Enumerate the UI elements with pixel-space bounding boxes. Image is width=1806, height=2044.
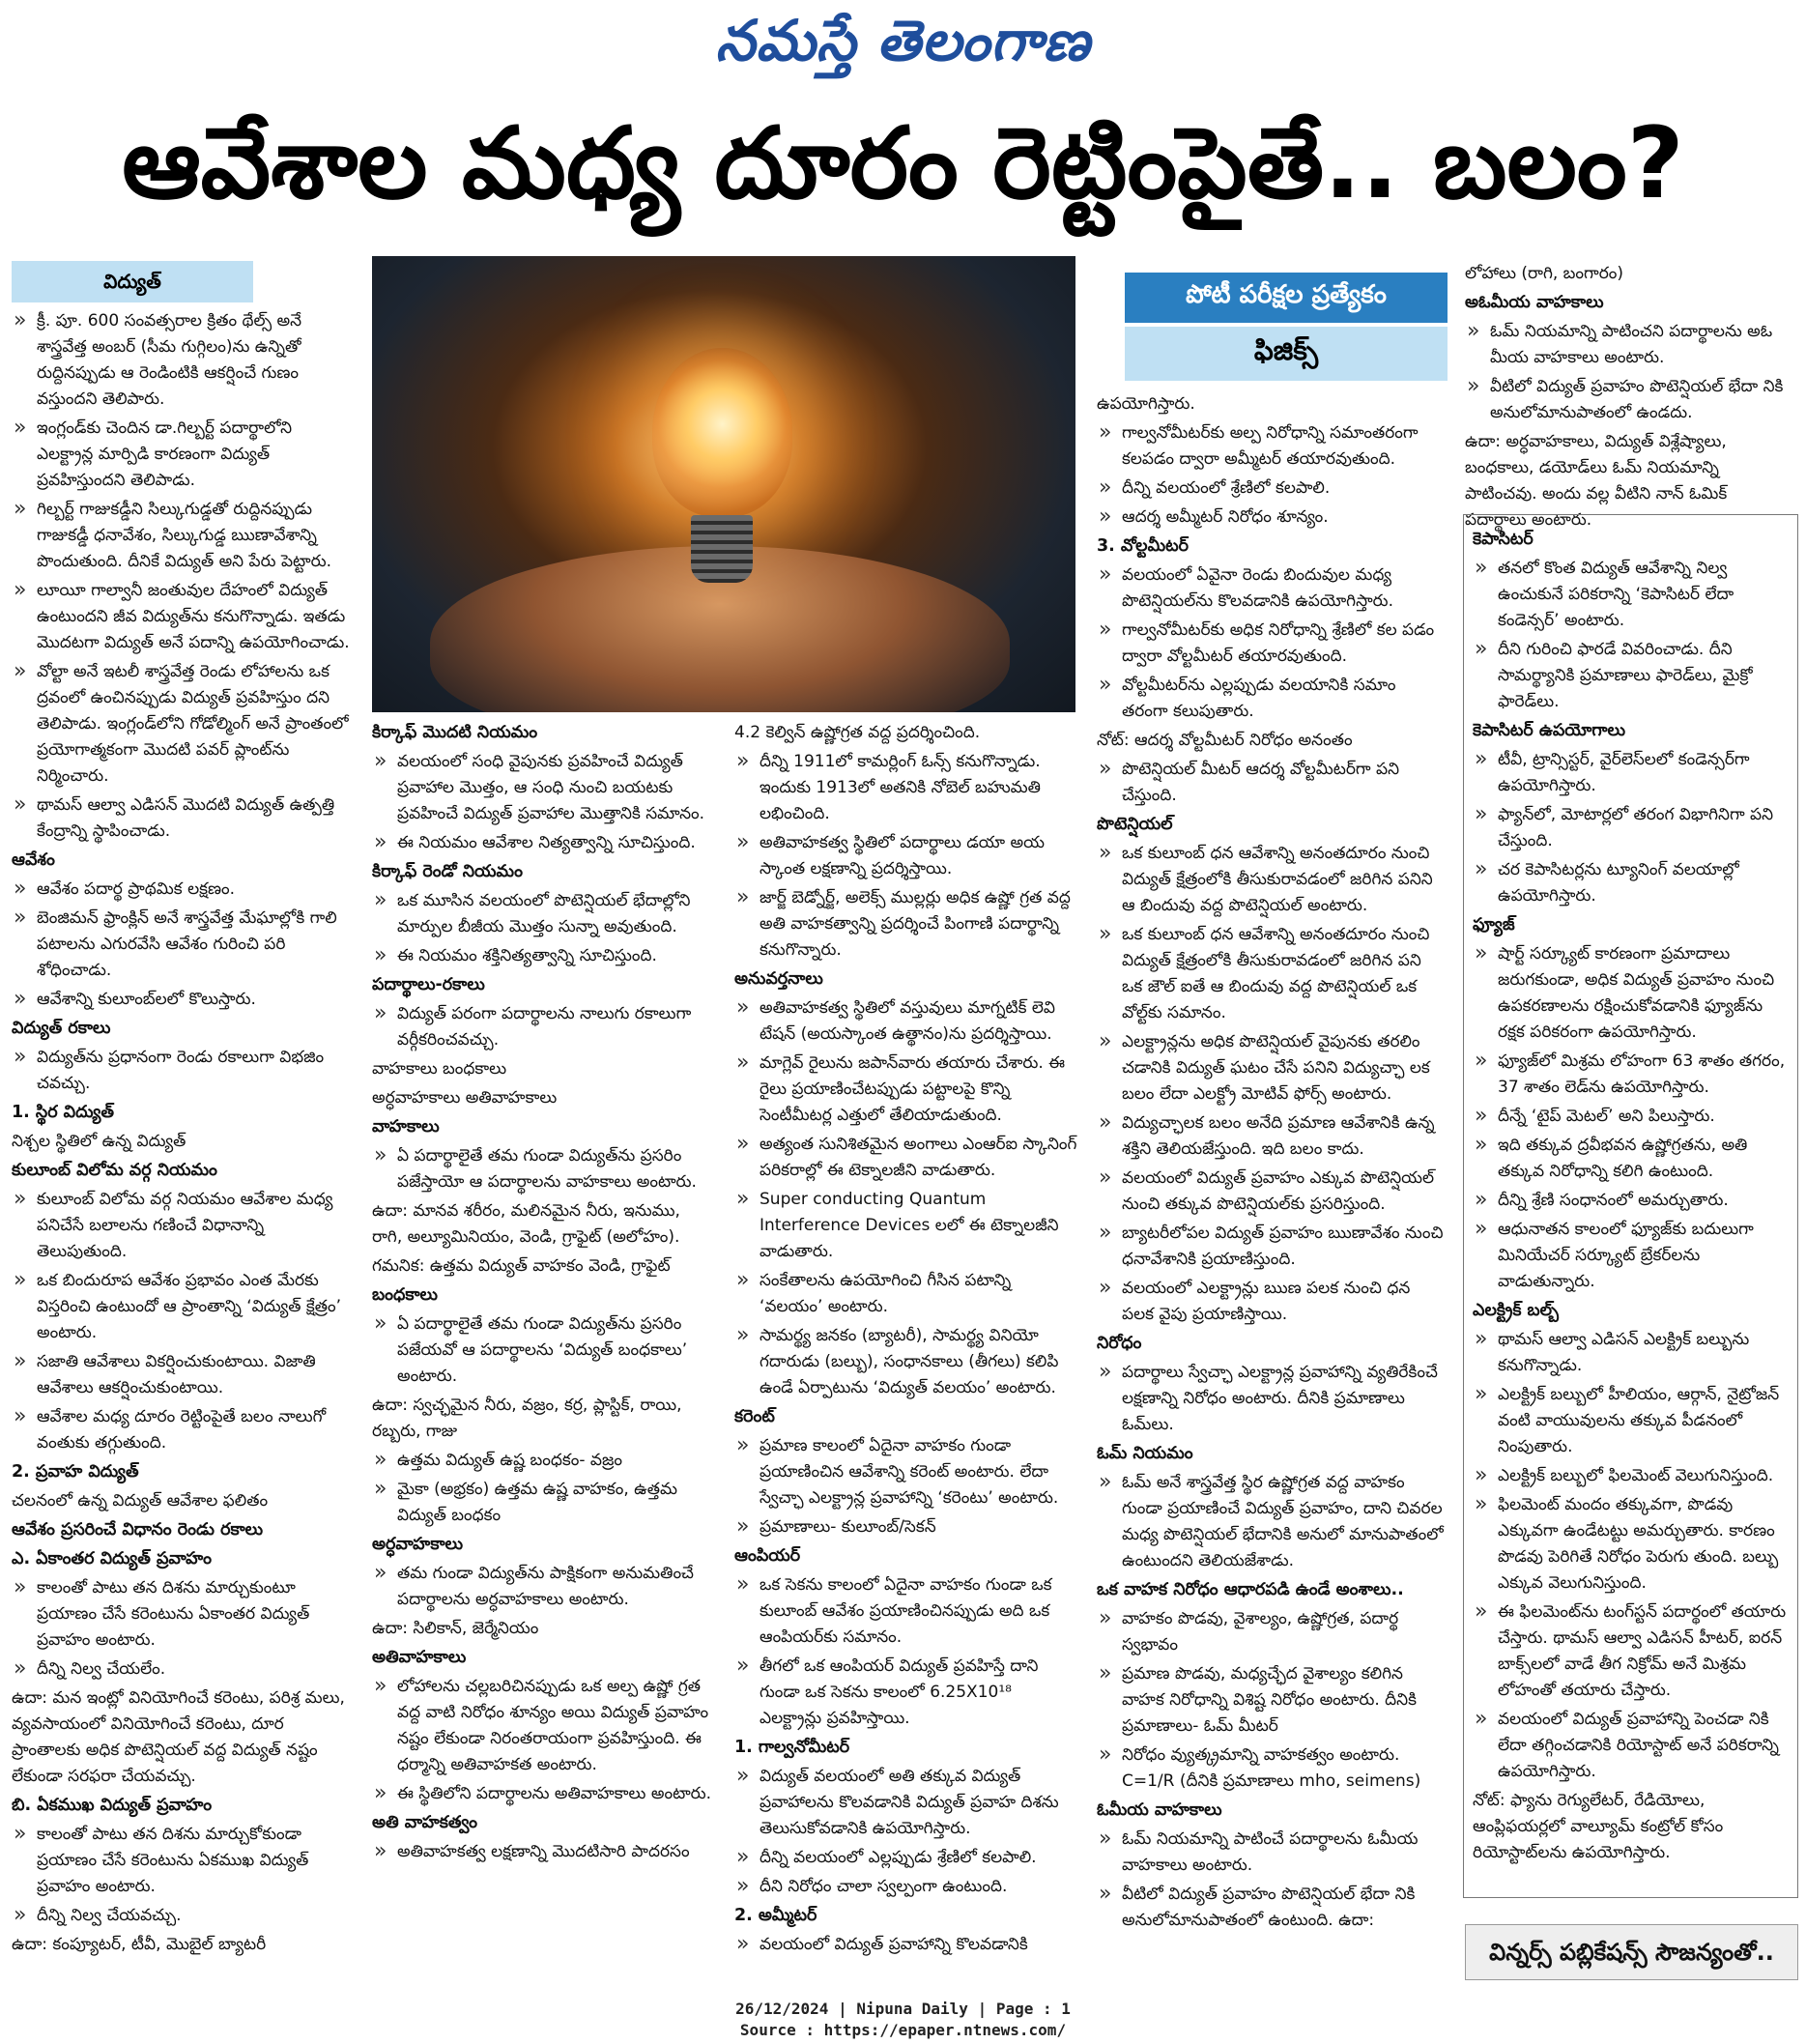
bullet-item: » తీగలో ఒక ఆంపియర్ విద్యుత్ ప్రవహిస్తే దాని గుండా ఒక సెకను కాలంలో 6.25X10¹⁸ ఎలక్ట్రాన్లు ప్రవహిస్తాయి. [734, 1654, 1077, 1732]
bullet-item: » ప్రమాణ పొడవు, మధ్యచ్ఛేద వైశాల్యం కలిగిన వాహక నిరోధాన్ని విశిష్ట నిరోధం అంటారు. దీనికి ప్రమాణాలు- ఓమ్ మీటర్ [1097, 1661, 1445, 1740]
sub-heading: అతి వాహకత్వం [372, 1813, 477, 1832]
bullet-item: » తనలో కొంత విద్యుత్ ఆవేశాన్ని నిల్వ ఉంచుకునే పరికరాన్ని ‘కెపాసిటర్ లేదా కండెన్సర్’ అంటారు. [1473, 556, 1790, 634]
bullet-item: » విద్యుత్ వలయంలో అతి తక్కువ విద్యుత్ ప్రవాహాలను కొలవడానికి విద్యుత్ ప్రవాహ దిశను తెలుసుకోవడానికి ఉపయోగిస్తారు. [734, 1764, 1077, 1842]
bullet-item: » దీన్ని శ్రేణి సంధానంలో అమర్చుతారు. [1473, 1188, 1790, 1214]
bullet-item: » కాలంతో పాటు తన దిశను మార్చుకుంటూ ప్రయాణం చేసే కరెంటును ఏకాంతర విద్యుత్ ప్రవాహం అంటారు. [12, 1575, 350, 1654]
sub-heading: ఆవేశం [12, 850, 55, 870]
bullet-item: » ఉత్తమ విద్యుత్ ఉష్ణ బంధకం- వజ్రం [372, 1448, 715, 1474]
bullet-item: » తమ గుండా విద్యుత్‌ను పాక్షికంగా అనుమతించే పదార్థాలను అర్ధవాహకాలు అంటారు. [372, 1561, 715, 1613]
column-5-box [1473, 527, 1790, 1869]
bullet-item: » దీన్ని 1911లో కామర్లింగ్ ఓన్స్ కనుగొన్నాడు. ఇందుకు 1913లో అతనికి నోబెల్ బహుమతి లభించింది. [734, 749, 1077, 827]
paragraph: ఉపయోగిస్తారు. [1097, 394, 1195, 414]
paragraph: నిశ్చల స్థితిలో ఉన్న విద్యుత్ [12, 1132, 186, 1151]
paragraph: ఉదా: అర్ధవాహకాలు, విద్యుత్ విశ్లేష్యాలు, బంధకాలు, డయోడ్‌లు ఓమ్ నియమాన్ని పాటించవు. అందు వల్ల వీటిని నాన్ ఓమిక్ పదార్థాలు అంటారు. [1465, 432, 1728, 530]
bullet-item: » ఎలక్ట్రిక్ బల్బులో హీలియం, ఆర్గాన్, నైట్రోజన్ వంటి వాయువులను తక్కువ పీడనంలో నింపుతారు. [1473, 1382, 1790, 1460]
sub-heading: ఒక వాహక నిరోధం ఆధారపడి ఉండే అంశాలు.. [1097, 1580, 1404, 1599]
bullet-item: » వాహకం పొడవు, వైశాల్యం, ఉష్ణోగ్రత, పదార్థ స్వభావం [1097, 1606, 1445, 1658]
bullet-item: » గిల్బర్ట్ గాజుకడ్డీని సిల్కుగుడ్డతో రుద్దినప్పుడు గాజుకడ్డీ ధనావేశం, సిల్కుగుడ్డ ఋణావేశాన్ని పొందుతుంది. దీనికే విద్యుత్ అని పేరు పెట్టారు. [12, 497, 350, 575]
bullet-item: » లోహాలను చల్లబరిచినప్పుడు ఒక అల్ప ఉష్ణో గ్రత వద్ద వాటి నిరోధం శూన్యం అయి విద్యుత్ ప్రవాహం నష్టం లేకుండా నిరంతరాయంగా ప్రవహిస్తుంది. ఈ ధర్మాన్ని అతివాహకత అంటారు. [372, 1674, 715, 1778]
sub-heading: కులూంబ్ విలోమ వర్గ నియమం [12, 1161, 217, 1180]
paragraph: వాహకాలు బంధకాలు [372, 1059, 507, 1079]
section-heading: విద్యుత్ [12, 261, 253, 302]
subject-tag: ఫిజిక్స్ [1125, 327, 1448, 381]
bullet-item: » ఏ పదార్థాలైతే తమ గుండా విద్యుత్‌ను ప్రసరిం పజేయవో ఆ పదార్థాలను ‘విద్యుత్ బంధకాలు’ అంటారు. [372, 1311, 715, 1390]
sub-heading: కరెంట్ [734, 1407, 775, 1426]
bullet-item: » సంకేతాలను ఉపయోగించి గీసిన పటాన్ని ‘వలయం’ అంటారు. [734, 1268, 1077, 1320]
bullet-item: » కాలంతో పాటు తన దిశను మార్చుకోకుండా ప్రయాణం చేసే కరెంటును ఏకముఖ విద్యుత్ ప్రవాహం అంటారు. [12, 1822, 350, 1900]
bullet-item: » ఏ పదార్థాలైతే తమ గుండా విద్యుత్‌ను ప్రసరిం పజేస్తాయో ఆ పదార్థాలను వాహకాలు అంటారు. [372, 1143, 715, 1195]
bullet-item: » వీటిలో విద్యుత్ ప్రవాహం పొటెన్షియల్ భేదా నికి అనులోమానుపాతంలో ఉండదు. [1465, 374, 1793, 426]
sub-heading: అతివాహకాలు [372, 1648, 467, 1667]
bullet-item: » ఒక మూసిన వలయంలో పొటెన్షియల్ భేదాల్లోని మార్పుల బీజీయ మొత్తం సున్నా అవుతుంది. [372, 888, 715, 940]
bullet-item: » వలయంలో విద్యుత్ ప్రవాహాన్ని పెంచడా నికి లేదా తగ్గించడానికి రియోస్టాట్ అనే పరికరాన్ని ఉపయోగిస్తారు. [1473, 1707, 1790, 1785]
bullet-item: » విద్యుచ్ఛాలక బలం అనేది ప్రమాణ ఆవేశానికి ఉన్న శక్తిని తెలియజేస్తుంది. ఇది బలం కాదు. [1097, 1110, 1445, 1163]
paragraph: గమనిక: ఉత్తమ విద్యుత్ వాహకం వెండి, గ్రాఫైట్ [372, 1256, 671, 1276]
column-5-top [1465, 261, 1793, 536]
credit-box: విన్నర్స్ పబ్లికేషన్స్ సౌజన్యంతో.. [1465, 1924, 1798, 1980]
sub-heading: 2. అమ్మీటర్ [734, 1906, 817, 1925]
sub-heading: 1. స్థిర విద్యుత్ [12, 1103, 114, 1122]
sub-heading: పదార్థాలు-రకాలు [372, 975, 485, 994]
bullet-item: » ఫ్యూజ్‌లో మిశ్రమ లోహంగా 63 శాతం తగరం, 37 శాతం లెడ్‌ను ఉపయోగిస్తారు. [1473, 1049, 1790, 1101]
bullet-item: » అతివాహకత్వ స్థితిలో పదార్థాలు డయా అయ స్కాంత లక్షణాన్ని ప్రదర్శిస్తాయి. [734, 830, 1077, 882]
column-1 [12, 261, 350, 1961]
sub-heading: ఫ్యూజ్ [1473, 915, 1515, 935]
bullet-item: » జార్జ్ బెడ్నోర్జ్, అలెక్స్ ముల్లర్లు అధిక ఉష్ణో గ్రత వద్ద అతి వాహకత్వాన్ని ప్రదర్శించే పింగాణి పదార్థాన్ని కనుగొన్నారు. [734, 885, 1077, 964]
column-2 [372, 720, 715, 1868]
lightbulb-photo [372, 256, 1075, 712]
bullet-item: » దీన్ని వలయంలో శ్రేణిలో కలపాలి. [1097, 475, 1445, 502]
bullet-item: » లూయీ గాల్వానీ జంతువుల దేహంలో విద్యుత్ ఉంటుందని జీవ విద్యుత్‌ను కనుగొన్నాడు. ఇతడు మొదటగా విద్యుత్ అనే పదాన్ని ఉపయోగించాడు. [12, 578, 350, 656]
bullet-item: » దీన్నే ‘టైప్ మెటల్’ అని పిలుస్తారు. [1473, 1104, 1790, 1130]
bullet-item: » అతివాహకత్వ స్థితిలో వస్తువులు మాగ్నటిక్ లెవి టేషన్ (అయస్కాంత ఉత్థానం)ను ప్రదర్శిస్తాయి. [734, 995, 1077, 1048]
bullet-item: » Super conducting Quantum Interference Devices లలో ఈ టెక్నాలజీని వాడుతారు. [734, 1187, 1077, 1265]
bullet-item: » ఈ స్థితిలోని పదార్థాలను అతివాహకాలు అంటారు. [372, 1781, 715, 1807]
bullet-item: » బ్యాటరీలోపల విద్యుత్ ప్రవాహం ఋణావేశం నుంచి ధనావేశానికి ప్రయాణిస్తుంది. [1097, 1221, 1445, 1273]
bullet-item: » ఫ్యాన్‌లో, మోటార్లలో తరంగ విభాగినిగా పని చేస్తుంది. [1473, 802, 1790, 854]
competitive-exam-tag: పోటీ పరీక్షల ప్రత్యేకం [1125, 273, 1448, 323]
column-3 [734, 720, 1077, 1961]
sub-heading: పొటెన్షియల్ [1097, 815, 1173, 834]
bullet-item: » ఫిలమెంట్ మందం తక్కువగా, పొడవు ఎక్కువగా ఉండేటట్టు అమర్చుతారు. కారణం పొడవు పెరిగితే నిరోధం పెరుగు తుంది. బల్బు ఎక్కువ వెలుగునిస్తుంది. [1473, 1492, 1790, 1597]
sub-heading: ఓమీయ వాహకాలు [1097, 1800, 1222, 1820]
paragraph: ఉదా: మానవ శరీరం, మలినమైన నీరు, ఇనుము, రాగి, అల్యూమినియం, వెండి, గ్రాఫైట్ (అలోహం). [372, 1201, 680, 1247]
bullet-item: » టీవీ, ట్రాన్సిస్టర్, వైర్‌లెస్‌లలో కండెన్సర్‌గా ఉపయోగిస్తారు. [1473, 747, 1790, 799]
paragraph: ఉదా: స్వచ్ఛమైన నీరు, వజ్రం, కర్ర, ప్లాస్టిక్, రాయి, రబ్బరు, గాజు [372, 1396, 682, 1441]
sub-heading: ఎలక్ట్రిక్ బల్బ్ [1473, 1301, 1560, 1320]
bullet-item: » దీని గురించి ఫారడే వివరించాడు. దీని సామర్థ్యానికి ప్రమాణాలు ఫారెడ్‌లు, మైక్రో ఫారెడ్‌లు. [1473, 637, 1790, 715]
bullet-item: » దీన్ని నిల్వ చేయవచ్చు. [12, 1903, 350, 1929]
bullet-item: » విద్యుత్ పరంగా పదార్థాలను నాలుగు రకాలుగా వర్గీకరించవచ్చు. [372, 1001, 715, 1053]
bullet-item: » ఆవేశాన్ని కులూంబ్‌లలో కొలుస్తారు. [12, 987, 350, 1013]
paragraph: ఉదా: కంప్యూటర్, టీవీ, మొబైల్ బ్యాటరీ [12, 1935, 267, 1954]
sub-heading: కిర్కాఫ్ మొదటి నియమం [372, 723, 538, 742]
bullet-item: » ఒక కులూంబ్ ధన ఆవేశాన్ని అనంతదూరం నుంచి విద్యుత్ క్షేత్రంలోకి తీసుకురావడంలో జరిగిన పనిని ఆ బిందువు వద్ద పొటెన్షియల్ అంటారు. [1097, 841, 1445, 919]
bullet-item: » క్రీ. పూ. 600 సంవత్సరాల క్రితం థేల్స్ అనే శాస్త్రవేత్త అంబర్ (సీమ గుగ్గిలం)ను ఉన్నితో రుద్దినప్పుడు ఆ రెండింటికి ఆకర్షించే గుణం వస్తుందని తెలిపారు. [12, 308, 350, 413]
sub-heading: అఓమీయ వాహకాలు [1465, 293, 1604, 312]
bullet-item: » ఇంగ్లండ్‌కు చెందిన డా.గిల్బర్ట్ పదార్థాలోని ఎలక్ట్రాన్ల మార్పిడి కారణంగా విద్యుత్ ప్రవహిస్తుందని తెలిపాడు. [12, 416, 350, 494]
bullet-item: » వోల్టమీటర్‌ను ఎల్లప్పుడు వలయానికి సమాం తరంగా కలుపుతారు. [1097, 673, 1445, 725]
bullet-item: » ఎలక్ట్రాన్లను అధిక పొటెన్షియల్ వైపునకు తరలిం చడానికి విద్యుత్ ఘటం చేసే పనిని విద్యుచ్ఛా లక బలం లేదా ఎలక్ట్రో మోటివ్ ఫోర్స్ అంటారు. [1097, 1029, 1445, 1108]
bullet-item: » మాగ్లెవ్ రైలును జపాన్‌వారు తయారు చేశారు. ఈ రైలు ప్రయాణించేటప్పుడు పట్టాలపై కొన్ని సెంటీమీటర్ల ఎత్తులో తేలియాడుతుంది. [734, 1051, 1077, 1129]
bullet-item: » ఇది తక్కువ ద్రవీభవన ఉష్ణోగ్రతను, అతి తక్కువ నిరోధాన్ని కలిగి ఉంటుంది. [1473, 1133, 1790, 1185]
sub-heading: ఎ. ఏకాంతర విద్యుత్ ప్రవాహం [12, 1549, 212, 1569]
bullet-item: » సజాతి ఆవేశాలు వికర్షించుకుంటాయి. విజాతి ఆవేశాలు ఆకర్షించుకుంటాయి. [12, 1349, 350, 1401]
bullet-item: » ఈ ఫిలమెంట్‌ను టంగ్‌స్టన్ పదార్థంలో తయారు చేస్తారు. థామస్ ఆల్వా ఎడిసన్ హీటర్, ఐరన్ బాక్స్‌లలో వాడే తీగ నిక్రోమ్ అనే మిశ్రమ లోహంతో తయారు చేస్తారు. [1473, 1599, 1790, 1704]
paragraph: ఉదా: మన ఇంట్లో వినియోగించే కరెంటు, పరిశ్ర మలు, వ్యవసాయంలో వినియోగించే కరెంటు, దూర ప్రాంతాలకు అధిక పొటెన్షియల్ వద్ద విద్యుత్ నష్టం లేకుండా సరఫరా చేయవచ్చు. [12, 1688, 345, 1786]
bullet-item: » ఆదర్శ అమ్మీటర్ నిరోధం శూన్యం. [1097, 504, 1445, 531]
bullet-item: » వలయంలో సంధి వైపునకు ప్రవహించే విద్యుత్ ప్రవాహాల మొత్తం, ఆ సంధి నుంచి బయటకు ప్రవహించే విద్యుత్ ప్రవాహాల మొత్తానికి సమానం. [372, 749, 715, 827]
bullet-item: » ఆధునాతన కాలంలో ఫ్యూజ్‌కు బదులుగా మినియేచర్ సర్క్యూట్ బ్రేకర్‌లను వాడుతున్నారు. [1473, 1217, 1790, 1295]
paragraph: నోట్: ఫ్యాను రెగ్యులేటర్, రేడియోలు, ఆంప్లిఫయర్లలో వాల్యూమ్ కంట్రోల్ కోసం రియోస్టాట్‌లను ఉపయోగిస్తారు. [1473, 1791, 1724, 1862]
sub-heading: 2. ప్రవాహ విద్యుత్ [12, 1462, 139, 1482]
bullet-item: » పదార్థాలు స్వేచ్ఛా ఎలక్ట్రాన్ల ప్రవాహాన్ని వ్యతిరేకించే లక్షణాన్ని నిరోధం అంటారు. దీనికి ప్రమాణాలు ఓమ్‌లు. [1097, 1360, 1445, 1438]
bullet-item: » ఈ నియమం ఆవేశాల నిత్యత్వాన్ని సూచిస్తుంది. [372, 830, 715, 856]
paragraph: ఉదా: సిలికాన్, జెర్మేనియం [372, 1619, 539, 1638]
bullet-item: » ఆవేశం పదార్థ ప్రాథమిక లక్షణం. [12, 877, 350, 903]
bullet-item: » ప్రమాణ కాలంలో ఏదైనా వాహకం గుండా ప్రయాణించిన ఆవేశాన్ని కరెంట్ అంటారు. లేదా స్వేచ్ఛా ఎలక్ట్రాన్ల ప్రవాహాన్ని ‘కరెంటు’ అంటారు. [734, 1433, 1077, 1511]
bullet-item: » ఒక బిందురూప ఆవేశం ప్రభావం ఎంత మేరకు విస్తరించి ఉంటుందో ఆ ప్రాంతాన్ని ‘విద్యుత్ క్షేత్రం’ అంటారు. [12, 1268, 350, 1346]
footer [0, 1999, 1806, 2041]
paragraph: లోహాలు (రాగి, బంగారం) [1465, 264, 1624, 283]
paragraph: 4.2 కెల్విన్ ఉష్ణోగ్రత వద్ద ప్రదర్శించింది. [734, 723, 981, 742]
paragraph: చలనంలో ఉన్న విద్యుత్ ఆవేశాల ఫలితం [12, 1491, 269, 1511]
bullet-item: » ఎలక్ట్రిక్ బల్బులో ఫిలమెంట్ వెలుగునిస్తుంది. [1473, 1463, 1790, 1489]
bullet-item: » దీని నిరోధం చాలా స్వల్పంగా ఉంటుంది. [734, 1874, 1077, 1900]
bullet-item: » థామస్ ఆల్వా ఎడిసన్ మొదటి విద్యుత్ ఉత్పత్తి కేంద్రాన్ని స్థాపించాడు. [12, 792, 350, 845]
sub-heading: అర్ధవాహకాలు [372, 1535, 464, 1554]
sub-heading: అనువర్తనాలు [734, 969, 823, 989]
bulb-base [691, 515, 753, 583]
sub-heading: నిరోధం [1097, 1334, 1142, 1353]
paragraph: అర్ధవాహకాలు అతివాహకాలు [372, 1088, 558, 1108]
bullet-item: » దీన్ని నిల్వ చేయలేం. [12, 1656, 350, 1683]
section-tag-box [1125, 273, 1448, 381]
bullet-item: » ఒక కులూంబ్ ధన ఆవేశాన్ని అనంతదూరం నుంచి విద్యుత్ క్షేత్రంలోకి తీసుకురావడంలో జరిగిన పని ఒక జౌల్ ఐతే ఆ బిందువు వద్ద పొటెన్షియల్ ఒక వోల్ట్‌కు సమానం. [1097, 922, 1445, 1026]
sub-heading: కెపాసిటర్ [1473, 530, 1534, 549]
bullet-item: » బెంజిమన్ ఫ్రాంక్లిన్ అనే శాస్త్రవేత్త మేఘాల్లోకి గాలి పటాలను ఎగురవేసి ఆవేశం గురించి పరి శోధించాడు. [12, 906, 350, 984]
bullet-item: » ఆవేశాల మధ్య దూరం రెట్టింపైతే బలం నాలుగో వంతుకు తగ్గుతుంది. [12, 1404, 350, 1456]
sub-heading: బంధకాలు [372, 1285, 438, 1305]
sub-heading: విద్యుత్ రకాలు [12, 1019, 111, 1038]
sub-heading: ఆవేశం ప్రసరించే విధానం రెండు రకాలు [12, 1520, 264, 1540]
headline: ఆవేశాల మధ్య దూరం రెట్టింపైతే.. బలం? [122, 106, 1684, 221]
sub-heading: వాహకాలు [372, 1117, 440, 1137]
bullet-item: » విద్యుత్‌ను ప్రధానంగా రెండు రకాలుగా విభజిం చవచ్చు. [12, 1045, 350, 1097]
footer-source-line: Source : https://epaper.ntnews.com/ [739, 2021, 1067, 2039]
bullet-item: » వలయంలో విద్యుత్ ప్రవాహాన్ని కొలవడానికి [734, 1932, 1077, 1958]
sub-heading: ఆంపియర్ [734, 1546, 801, 1566]
footer-date-line: 26/12/2024 | Nipuna Daily | Page : 1 [735, 2000, 1071, 2018]
bullet-item: » ఓమ్ నియమాన్ని పాటించని పదార్థాలను అఓ మీయ వాహకాలు అంటారు. [1465, 319, 1793, 371]
bullet-item: » మైకా (అభ్రకం) ఉత్తమ ఉష్ణ వాహకం, ఉత్తమ విద్యుత్ బంధకం [372, 1477, 715, 1529]
sub-heading: కెపాసిటర్ ఉపయోగాలు [1473, 721, 1626, 740]
bullet-item: » చర కెపాసిటర్లను ట్యూనింగ్ వలయాల్లో ఉపయోగిస్తారు. [1473, 857, 1790, 909]
bullet-item: » గాల్వనోమీటర్‌కు అల్ప నిరోధాన్ని సమాంతరంగా కలపడం ద్వారా అమ్మీటర్ తయారవుతుంది. [1097, 420, 1445, 473]
bullet-item: » ఓమ్ నియమాన్ని పాటించే పదార్థాలను ఓమీయ వాహకాలు అంటారు. [1097, 1827, 1445, 1879]
bullet-item: » ప్రమాణాలు- కులూంబ్/సెకన్ [734, 1514, 1077, 1540]
bullet-item: » దీన్ని వలయంలో ఎల్లప్పుడు శ్రేణిలో కలపాలి. [734, 1845, 1077, 1871]
bullet-item: » నిరోధం వ్యుత్క్రమాన్ని వాహకత్వం అంటారు. C=1/R (దీనికి ప్రమాణాలు mho, seimens) [1097, 1742, 1445, 1795]
column-4 [1097, 391, 1445, 1937]
sub-heading: బి. ఏకముఖ విద్యుత్ ప్రవాహం [12, 1796, 213, 1815]
sub-heading: 3. వోల్టమీటర్ [1097, 536, 1189, 556]
bullet-item: » సామర్థ్య జనకం (బ్యాటరీ), సామర్థ్య వినియో గదారుడు (బల్బు), సంధానకాలు (తీగలు) కలిపి ఉండే ఏర్పాటును ‘విద్యుత్ వలయం’ అంటారు. [734, 1323, 1077, 1401]
bullet-item: » థామస్ ఆల్వా ఎడిసన్ ఎలక్ట్రిక్ బల్బును కనుగొన్నాడు. [1473, 1327, 1790, 1379]
bullet-item: » వలయంలో ఏవైనా రెండు బిందువుల మధ్య పొటెన్షియల్‌ను కొలవడానికి ఉపయోగిస్తారు. [1097, 562, 1445, 615]
bullet-item: » వీటిలో విద్యుత్ ప్రవాహం పొటెన్షియల్ భేదా నికి అనులోమానుపాతంలో ఉంటుంది. ఉదా: [1097, 1882, 1445, 1934]
bullet-item: » ఒక సెకను కాలంలో ఏదైనా వాహకం గుండా ఒక కులూంబ్ ఆవేశం ప్రయాణించినప్పుడు అది ఒక ఆంపియర్‌కు సమానం. [734, 1572, 1077, 1651]
paragraph: నోట్: ఆదర్శ వోల్టమీటర్ నిరోధం అనంతం [1097, 731, 1353, 750]
sub-heading: ఓమ్ నియమం [1097, 1444, 1193, 1463]
bullet-item: » అతివాహకత్వ లక్షణాన్ని మొదటిసారి పాదరసం [372, 1839, 715, 1865]
bullet-item: » వోల్టా అనే ఇటలీ శాస్త్రవేత్త రెండు లోహాలను ఒక ద్రవంలో ఉంచినప్పుడు విద్యుత్ ప్రవహిస్తుం దని తెలిపాడు. ఇంగ్లండ్‌లోని గోడోల్మింగ్ అనే ప్రాంతంలో ప్రయోగాత్మకంగా మొదటి పవర్ ప్లాంట్‌ను నిర్మించారు. [12, 659, 350, 790]
bullet-item: » ఈ నియమం శక్తినిత్యత్వాన్ని సూచిస్తుంది. [372, 943, 715, 969]
bullet-item: » గాల్వనోమీటర్‌కు అధిక నిరోధాన్ని శ్రేణిలో కల పడం ద్వారా వోల్టమీటర్ తయారవుతుంది. [1097, 618, 1445, 670]
lightbulb-icon [652, 348, 792, 517]
bullet-item: » ఓమ్ అనే శాస్త్రవేత్త స్థిర ఉష్ణోగ్రత వద్ద వాహకం గుండా ప్రయాణించే విద్యుత్ ప్రవాహం, దాని చివరల మధ్య పొటెన్షియల్ భేదానికి అనులో మానుపాతంలో ఉంటుందని తెలియజేశాడు. [1097, 1470, 1445, 1574]
bullet-item: » పొటెన్షియల్ మీటర్ ఆదర్శ వోల్టమీటర్‌గా పని చేస్తుంది. [1097, 757, 1445, 809]
sub-heading: కిర్కాఫ్ రెండో నియమం [372, 862, 523, 881]
bullet-item: » కులూంబ్ విలోమ వర్గ నియమం ఆవేశాల మధ్య పనిచేసే బలాలను గణించే విధానాన్ని తెలుపుతుంది. [12, 1187, 350, 1265]
masthead-logo: నమస్తే తెలంగాణ [715, 8, 1091, 73]
bullet-item: » వలయంలో ఎలక్ట్రాన్లు ఋణ పలక నుంచి ధన పలక వైపు ప్రయాణిస్తాయి. [1097, 1276, 1445, 1328]
bullet-item: » వలయంలో విద్యుత్ ప్రవాహం ఎక్కువ పొటెన్షియల్ నుంచి తక్కువ పొటెన్షియల్‌కు ప్రసరిస్తుంది. [1097, 1166, 1445, 1218]
bullet-item: » అత్యంత సునిశిత‌మైన అంగాలు ఎంఆర్ఐ స్కానింగ్ పరికరాల్లో ఈ టెక్నాలజీని వాడుతారు. [734, 1132, 1077, 1184]
bullet-item: » షార్ట్ సర్క్యూట్ కారణంగా ప్రమాదాలు జరుగకుండా, అధిక విద్యుత్ ప్రవాహం నుంచి ఉపకరణాలను రక్షించుకోవడానికి ఫ్యూజ్‌ను రక్షక పరికరంగా ఉపయోగిస్తారు. [1473, 941, 1790, 1046]
sub-heading: 1. గాల్వనోమీటర్ [734, 1738, 850, 1757]
